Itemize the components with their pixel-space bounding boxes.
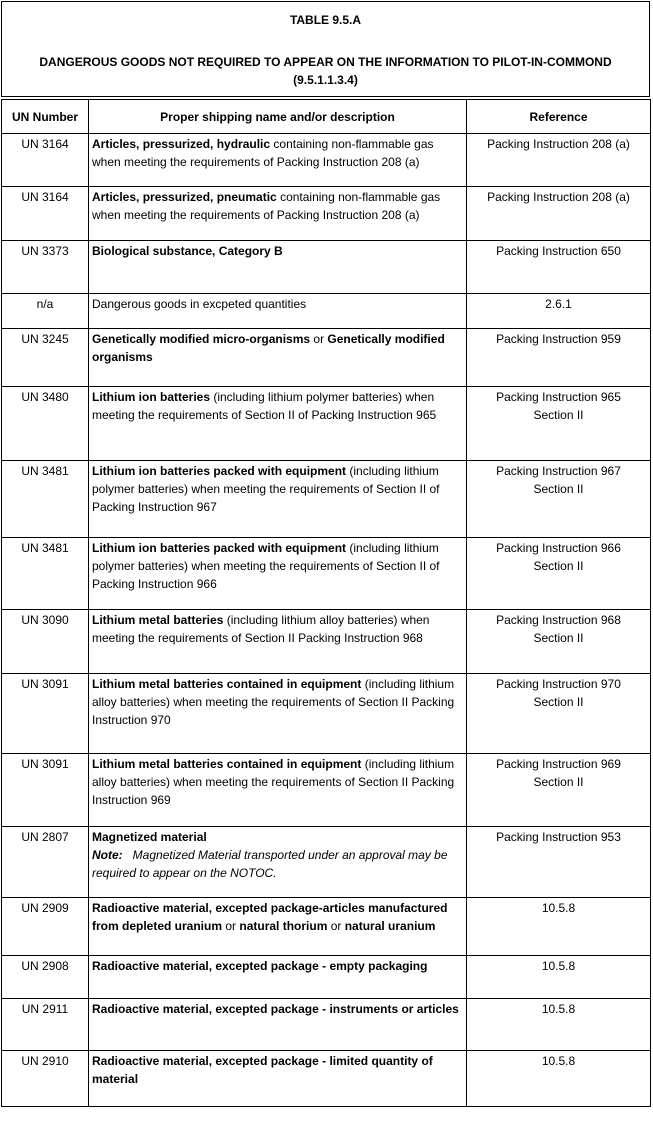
reference-line: 10.5.8 [541,959,576,973]
reference-line: Section II [533,695,584,709]
description-bold-text: Articles, pressurized, hydraulic [92,137,271,151]
table-row [2,538,651,610]
description-bold-text: Radioactive material, excepted package-articles manufactured from depleted uranium [92,901,448,933]
table-header-row [2,100,651,134]
description-cell [89,187,467,241]
un-number-cell: UN 2807 [2,827,89,898]
description-bold-text: Articles, pressurized, pneumatic [92,190,277,204]
description-bold-text: Lithium metal batteries contained in equipment [92,757,362,771]
note-label: Note: [92,848,123,862]
description-bold-text: Lithium metal batteries [92,613,224,627]
reference-line: Packing Instruction 208 (a) [487,190,630,204]
description-cell [89,956,467,999]
un-number-cell: UN 2908 [2,956,89,999]
reference-cell [467,387,651,461]
un-number-cell: UN 2911 [2,999,89,1051]
dangerous-goods-table [1,99,651,1107]
description-text: (including lithium polymer batteries) when meeting the requirements of Section II of Packing Instruction 965 [92,390,437,422]
description-cell [89,898,467,956]
reference-cell [467,187,651,241]
description-bold-text: Lithium metal batteries contained in equipment [92,677,362,691]
description-text: or [222,919,240,933]
reference-line: Section II [533,559,584,573]
table-row [2,329,651,387]
reference-line: Packing Instruction 953 [496,830,621,844]
table-row [2,294,651,329]
description-bold-text: Lithium ion batteries packed with equipment [92,464,347,478]
table-id: TABLE 9.5.A [289,13,362,27]
description-cell [89,329,467,387]
description-text: or [310,332,328,346]
reference-cell [467,754,651,827]
reference-line: 10.5.8 [541,1002,576,1016]
note-text: Magnetized Material transported under an approval may be required to appear on the NOTOC. [92,848,451,880]
reference-cell [467,827,651,898]
reference-line: Section II [533,631,584,645]
reference-cell [467,329,651,387]
reference-cell [467,294,651,329]
reference-line: Packing Instruction 650 [496,244,621,258]
description-bold-text: Genetically modified micro-organisms [92,332,311,346]
un-number-cell: UN 2909 [2,898,89,956]
reference-cell [467,674,651,754]
table-row [2,898,651,956]
reference-cell [467,999,651,1051]
un-number-cell: UN 3090 [2,610,89,674]
description-text: Dangerous goods in excpeted quantities [92,297,307,311]
reference-line: Section II [533,775,584,789]
table-row [2,827,651,898]
reference-line: Packing Instruction 968 [496,613,621,627]
reference-line: Packing Instruction 970 [496,677,621,691]
reference-cell [467,134,651,187]
description-cell [89,610,467,674]
reference-cell [467,241,651,294]
description-cell [89,827,467,898]
description-bold-text: Genetically modified organisms [92,332,445,364]
description-bold-text: Biological substance, Category B [92,244,283,258]
description-cell [89,134,467,187]
description-cell [89,538,467,610]
un-number-cell: UN 3091 [2,754,89,827]
reference-line: Packing Instruction 208 (a) [487,137,630,151]
un-number-cell: UN 3481 [2,461,89,538]
description-text: (including lithium alloy batteries) when meeting the requirements of Section II Packing Instruction 970 [92,677,455,727]
reference-line: 2.6.1 [545,297,572,311]
table-body [2,134,651,1107]
un-number-cell: n/a [2,294,89,329]
reference-line: Packing Instruction 969 [496,757,621,771]
reference-line: Packing Instruction 966 [496,541,621,555]
description-bold-text: Radioactive material, excepted package - empty packaging [92,959,428,973]
description-text: containing non-flammable gas when meeting the requirements of Packing Instruction 208 (a) [92,137,434,169]
description-text: or [327,919,345,933]
description-cell [89,387,467,461]
un-number-cell: UN 3091 [2,674,89,754]
description-cell [89,754,467,827]
description-bold-text: Lithium ion batteries [92,390,211,404]
header-reference: Reference [467,100,651,134]
description-cell [89,999,467,1051]
reference-cell [467,898,651,956]
table-row [2,461,651,538]
description-text: containing non-flammable gas when meeting the requirements of Packing Instruction 208 (a) [92,190,441,222]
reference-cell [467,461,651,538]
description-text: (including lithium alloy batteries) when meeting the requirements of Section II Packing Instruction 969 [92,757,455,807]
reference-line: 10.5.8 [541,1054,576,1068]
header-description: Proper shipping name and/or description [89,100,467,134]
table-row [2,134,651,187]
description-bold-text: Lithium ion batteries packed with equipment [92,541,347,555]
un-number-cell: UN 3164 [2,187,89,241]
description-cell [89,294,467,329]
table-row [2,1051,651,1107]
reference-cell [467,1051,651,1107]
description-text: (including lithium polymer batteries) when meeting the requirements of Section II of Packing Instruction 967 [92,464,440,514]
reference-cell [467,610,651,674]
reference-line: Packing Instruction 967 [496,464,621,478]
description-cell [89,461,467,538]
table-row [2,387,651,461]
reference-cell [467,538,651,610]
table-title [2,53,649,89]
description-text: (including lithium alloy batteries) when meeting the requirements of Section II Packing Instruction 968 [92,613,430,645]
table-title-line2: (9.5.1.1.3.4) [293,73,358,87]
description-cell [89,674,467,754]
table-row [2,754,651,827]
description-bold-text: natural uranium [344,919,436,933]
description-cell [89,1051,467,1107]
un-number-cell: UN 3164 [2,134,89,187]
description-text: (including lithium polymer batteries) when meeting the requirements of Section II of Packing Instruction 966 [92,541,440,591]
reference-line: Packing Instruction 959 [496,332,621,346]
table-title-box [1,1,650,97]
un-number-cell: UN 3480 [2,387,89,461]
reference-line: 10.5.8 [541,901,576,915]
description-bold-text: Radioactive material, excepted package - limited quantity of material [92,1054,433,1086]
description-cell [89,241,467,294]
table-row [2,999,651,1051]
table-title-line1: DANGEROUS GOODS NOT REQUIRED TO APPEAR ON THE INFORMATION TO PILOT-IN-COMMOND [39,55,612,69]
reference-cell [467,956,651,999]
table-row [2,956,651,999]
reference-line: Section II [533,408,584,422]
reference-line: Section II [533,482,584,496]
un-number-cell: UN 3481 [2,538,89,610]
un-number-cell: UN 3373 [2,241,89,294]
table-row [2,674,651,754]
un-number-cell: UN 2910 [2,1051,89,1107]
table-row [2,187,651,241]
description-bold-text: Magnetized material [92,830,207,844]
table-row [2,610,651,674]
un-number-cell: UN 3245 [2,329,89,387]
header-un-number: UN Number [2,100,89,134]
description-bold-text: Radioactive material, excepted package - instruments or articles [92,1002,459,1016]
description-bold-text: natural thorium [239,919,328,933]
table-row [2,241,651,294]
reference-line: Packing Instruction 965 [496,390,621,404]
